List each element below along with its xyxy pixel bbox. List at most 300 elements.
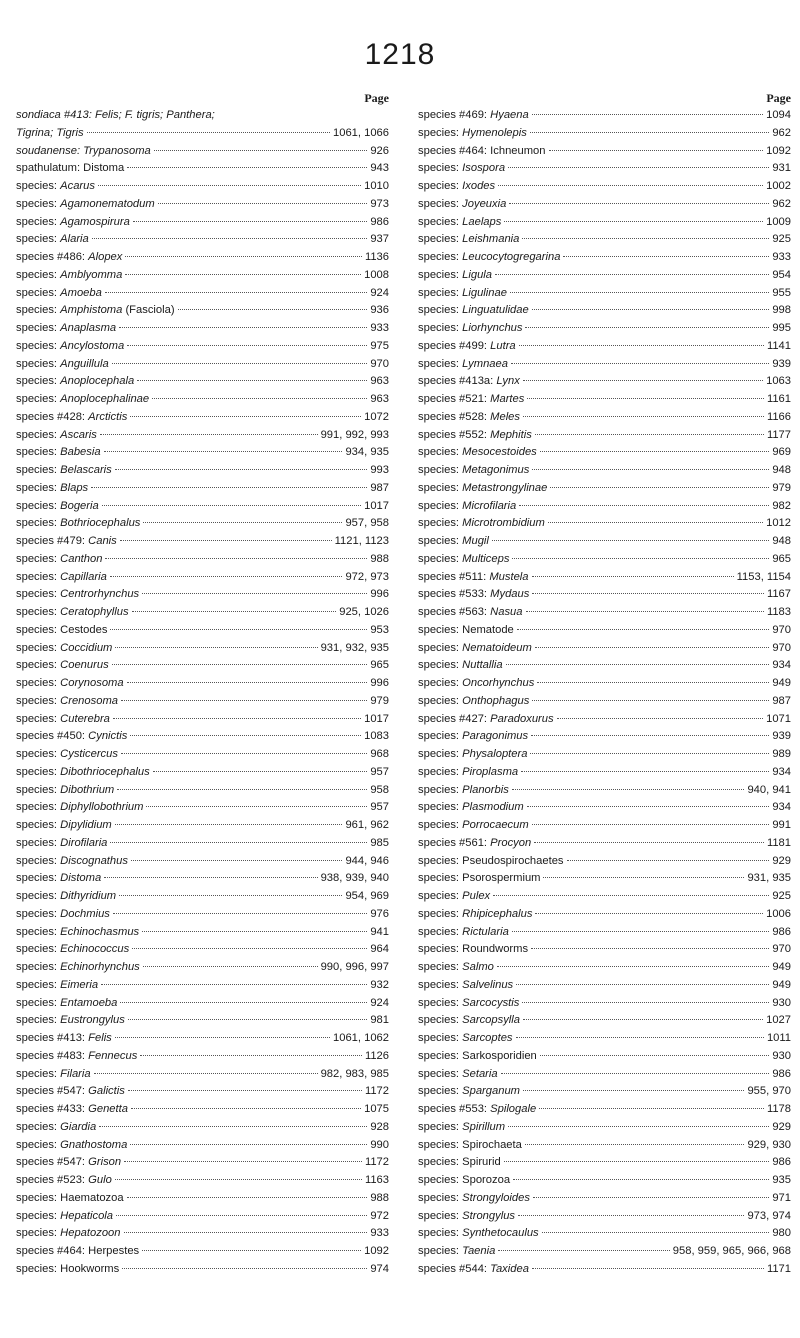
entry-label: species #547: (16, 1085, 89, 1098)
index-entry (16, 711, 389, 729)
entry-term (418, 107, 529, 125)
entry-term (16, 498, 99, 516)
entry-label: species: (16, 1120, 61, 1133)
entry-genus-name: Sarcocystis (462, 996, 520, 1009)
index-entry (16, 231, 389, 249)
dot-leader (115, 1037, 330, 1038)
entry-term (418, 1190, 530, 1208)
dot-leader (125, 274, 361, 275)
dot-leader (516, 984, 769, 985)
entry-genus-name: Martes (490, 393, 525, 405)
dot-leader (534, 842, 764, 843)
entry-pages: 988 (370, 552, 389, 565)
entry-label: species: (418, 304, 463, 317)
dot-leader (127, 345, 367, 346)
entry-pages: 931, 932, 935 (320, 641, 389, 654)
dot-leader (117, 789, 367, 790)
entry-pages: 986 (772, 1067, 791, 1080)
entry-label: spathulatum: Distoma (16, 162, 125, 175)
entry-term (16, 657, 109, 675)
dot-leader (535, 434, 764, 435)
entry-term (16, 444, 101, 462)
index-entry (418, 835, 791, 853)
index-entry (418, 941, 791, 959)
entry-term (16, 391, 149, 409)
entry-term (418, 1154, 501, 1172)
dot-leader (146, 806, 367, 807)
entry-label: species: (418, 481, 463, 494)
entry-label: species: (16, 197, 61, 210)
index-entry (418, 231, 791, 249)
entry-genus-name: Alopex (88, 251, 123, 263)
index-entry (418, 356, 791, 374)
index-entry (418, 285, 791, 303)
entry-term (16, 799, 143, 817)
entry-label: species: (16, 481, 61, 494)
entry-term (418, 817, 529, 835)
dot-leader (567, 860, 770, 861)
entry-label: species: (418, 996, 463, 1009)
entry-pages: 1071 (766, 712, 791, 725)
dot-leader (143, 522, 342, 523)
index-entry (418, 1225, 791, 1243)
entry-pages: 1171 (766, 1262, 791, 1275)
entry-label: species #533: (418, 588, 491, 601)
entry-genus-name: Echinochasmus (60, 925, 140, 938)
entry-term (418, 480, 547, 498)
entry-pages: 958 (370, 783, 389, 796)
index-entry (16, 444, 389, 462)
dot-leader (101, 984, 367, 985)
index-entry (418, 640, 791, 658)
entry-pages: 973 (370, 197, 389, 210)
entry-label: species: (418, 1209, 463, 1222)
entry-pages: 995 (772, 322, 791, 334)
entry-label: species: (418, 1014, 463, 1027)
entry-pages: 986 (772, 1156, 791, 1169)
entry-genus-name: Planorbis (462, 783, 509, 796)
entry-label: species #464: Herpestes (16, 1245, 140, 1257)
index-entry (16, 391, 389, 409)
entry-pages: 1126 (364, 1049, 389, 1062)
entry-term (16, 1225, 121, 1243)
entry-genus-name: Coenurus (60, 659, 109, 672)
index-entry (418, 799, 791, 817)
dot-leader (533, 1197, 769, 1198)
entry-genus-name: Crenosoma (60, 694, 118, 707)
entry-pages: 941 (370, 925, 389, 938)
dot-leader (523, 1019, 763, 1020)
entry-label: species: (16, 712, 61, 725)
entry-term (418, 959, 494, 977)
entry-label: species: (16, 943, 61, 956)
entry-pages: 970 (772, 623, 791, 636)
entry-term (418, 799, 524, 817)
dot-leader (142, 593, 367, 594)
entry-label: species #563: (418, 606, 491, 618)
entry-label: species: (16, 978, 61, 991)
entry-genus-name: Sarcoptes (462, 1032, 513, 1044)
dot-leader (100, 434, 318, 435)
entry-pages: 925, 1026 (339, 606, 389, 618)
index-entry (16, 1261, 389, 1279)
entry-label: species: (418, 286, 463, 299)
dot-leader (121, 753, 367, 754)
entry-pages: 1166 (766, 410, 791, 423)
index-entry (16, 214, 389, 232)
entry-pages: 1061, 1066 (333, 126, 389, 139)
entry-pages: 953 (370, 623, 389, 636)
entry-pages: 934 (772, 801, 791, 814)
index-entry (418, 373, 791, 391)
index-entry (16, 870, 389, 888)
entry-label: species #428: (16, 410, 89, 423)
entry-label: species #450: (16, 730, 89, 743)
index-entry (16, 1137, 389, 1155)
entry-genus-name: Dochmius (60, 907, 110, 920)
entry-pages: 1072 (364, 410, 389, 423)
entry-genus-name: Physaloptera (462, 748, 528, 760)
dot-leader (92, 238, 368, 239)
index-entry (418, 498, 791, 516)
entry-term (16, 285, 102, 303)
entry-term (418, 1083, 520, 1101)
entry-term (418, 604, 523, 622)
index-entry (418, 604, 791, 622)
entry-term (418, 995, 519, 1013)
entry-term (418, 746, 527, 764)
entry-term (16, 782, 114, 800)
entry-pages: 925 (772, 890, 791, 902)
entry-term (418, 675, 534, 693)
entry-term (16, 373, 134, 391)
dot-leader (497, 966, 769, 967)
dot-leader (530, 132, 770, 133)
entry-pages: 933 (370, 322, 389, 334)
entry-term (16, 1119, 96, 1137)
entry-term (16, 1154, 121, 1172)
entry-genus-name: Porrocaecum (462, 819, 529, 831)
index-entry (16, 586, 389, 604)
entry-term (418, 640, 532, 658)
dot-leader (110, 629, 367, 630)
entry-label: species #413a: (418, 375, 497, 388)
entry-pages: 933 (370, 1227, 389, 1240)
entry-label: species #552: (418, 428, 491, 441)
index-entry (418, 214, 791, 232)
index-entry (16, 143, 389, 161)
entry-genus-name: Galictis (88, 1085, 125, 1098)
entry-genus-name: Microfilaria (462, 499, 517, 512)
dot-leader (104, 451, 343, 452)
entry-genus-name: Nematoideum (462, 641, 532, 654)
entry-term (16, 480, 88, 498)
dot-leader (110, 842, 367, 843)
entry-label: species: (16, 907, 61, 920)
entry-term (418, 586, 529, 604)
entry-term (16, 764, 150, 782)
dot-leader (518, 1215, 744, 1216)
entry-label: species: (16, 1014, 61, 1027)
dot-leader (178, 309, 368, 310)
entry-term (418, 143, 546, 161)
index-entry (418, 924, 791, 942)
dot-leader (120, 540, 332, 541)
index-entry (16, 888, 389, 906)
entry-term (418, 941, 528, 959)
dot-leader (142, 931, 367, 932)
dot-leader (532, 576, 734, 577)
dot-leader (127, 167, 367, 168)
entry-pages: 955 (772, 286, 791, 299)
entry-label: species: (16, 339, 61, 352)
entry-genus-name: Rhipicephalus (462, 907, 533, 920)
entry-term (16, 196, 155, 214)
entry-label: species: (16, 428, 61, 441)
index-entry (418, 1119, 791, 1137)
entry-pages: 944, 946 (345, 854, 389, 867)
index-entry (418, 143, 791, 161)
entry-genus-name: Corynosoma (60, 677, 124, 689)
entry-label: species: (418, 730, 463, 743)
entry-genus-name: Acarus (60, 180, 95, 192)
entry-term (16, 551, 102, 569)
index-entry (418, 338, 791, 356)
index-entry (418, 586, 791, 604)
entry-list (16, 107, 389, 1279)
entry-pages: 940, 941 (747, 783, 791, 796)
entry-genus-name: Canthon (60, 552, 103, 565)
index-entry (418, 711, 791, 729)
entry-pages: 975 (370, 339, 389, 352)
index-entry (16, 533, 389, 551)
entry-term (418, 977, 513, 995)
entry-term (418, 551, 509, 569)
entry-pages: 963 (370, 375, 389, 388)
entry-genus-name: Nasua (490, 606, 523, 618)
dot-leader (511, 363, 769, 364)
dot-leader (563, 256, 769, 257)
dot-leader (152, 398, 367, 399)
entry-genus-name: Grison (88, 1156, 122, 1169)
dot-leader (98, 185, 361, 186)
index-entry (16, 604, 389, 622)
entry-term (16, 356, 109, 374)
entry-term (418, 888, 490, 906)
entry-pages: 1092 (364, 1245, 389, 1257)
entry-label: species: (418, 890, 463, 902)
entry-pages: 981 (370, 1014, 389, 1027)
entry-pages: 991, 992, 993 (320, 428, 389, 441)
entry-pages: 934, 935 (345, 446, 389, 459)
entry-genus-name: Microtrombidium (462, 517, 545, 530)
dot-leader (550, 487, 769, 488)
entry-term (418, 764, 518, 782)
entry-genus-name: Dibothriocephalus (60, 765, 150, 778)
dot-leader (105, 558, 367, 559)
entry-label: species: (16, 606, 61, 618)
entry-pages: 932 (370, 978, 389, 991)
entry-genus-name: Felis (88, 1032, 112, 1044)
entry-label: species #483: (16, 1049, 89, 1062)
entry-label: species: (16, 854, 61, 867)
dot-leader (525, 1144, 745, 1145)
dot-leader (535, 913, 763, 914)
entry-genus-name: Laelaps (462, 215, 502, 228)
index-entry (418, 1083, 791, 1101)
entry-label: species: Roundworms (418, 943, 529, 956)
index-entry (418, 444, 791, 462)
entry-label: species: (16, 393, 61, 405)
entry-genus-name: Ascaris (60, 428, 97, 441)
index-entry (418, 462, 791, 480)
entry-label: species: (418, 322, 463, 334)
entry-term (418, 1225, 539, 1243)
entry-pages: 930 (772, 996, 791, 1009)
index-entry (418, 1030, 791, 1048)
dot-leader (535, 647, 770, 648)
entry-genus-name: Anguillula (60, 357, 109, 370)
entry-genus-name: Nuttallia (462, 659, 503, 672)
index-entry (16, 746, 389, 764)
dot-leader (116, 1215, 367, 1216)
index-entry (418, 160, 791, 178)
dot-leader (512, 789, 745, 790)
index-entry (418, 533, 791, 551)
entry-genus-name: Cynictis (88, 730, 128, 743)
entry-term (16, 533, 117, 551)
dot-leader (121, 700, 367, 701)
entry-pages: 1017 (364, 499, 389, 512)
entry-genus-name: Sarcopsylla (462, 1014, 520, 1027)
entry-label: species: (16, 961, 61, 973)
entry-term (418, 373, 520, 391)
entry-term (418, 657, 503, 675)
dot-leader (91, 487, 367, 488)
entry-pages: 949 (772, 677, 791, 689)
entry-genus-name: Pulex (462, 890, 491, 902)
entry-genus-name: Arctictis (88, 410, 128, 423)
index-entry (16, 728, 389, 746)
dot-leader (132, 611, 337, 612)
entry-genus-name: Multiceps (462, 552, 510, 565)
entry-term (16, 586, 139, 604)
entry-term (16, 302, 175, 320)
index-entry (418, 995, 791, 1013)
entry-term (418, 728, 528, 746)
entry-pages: 938, 939, 940 (320, 872, 389, 885)
dot-leader (523, 416, 764, 417)
entry-label: species: (16, 588, 61, 601)
entry-genus-name: sondiaca #413: Felis; F. tigris; Panthera; (16, 109, 215, 121)
index-entry (16, 906, 389, 924)
entry-term (16, 249, 122, 267)
dot-leader (127, 1197, 368, 1198)
entry-label: species: (16, 836, 61, 849)
index-entry (418, 1190, 791, 1208)
entry-label: species #479: (16, 535, 89, 547)
dot-leader (125, 256, 362, 257)
entry-term (418, 285, 507, 303)
index-entry (418, 1243, 791, 1261)
index-entry (418, 1154, 791, 1172)
entry-term (418, 1012, 520, 1030)
index-entry (16, 941, 389, 959)
entry-label: species: (16, 641, 61, 654)
entry-pages: 972, 973 (345, 570, 389, 583)
entry-term (418, 498, 516, 516)
entry-pages: 954, 969 (345, 890, 389, 902)
dot-leader (540, 1055, 770, 1056)
index-entry (16, 799, 389, 817)
entry-term (16, 160, 124, 178)
dot-leader (532, 824, 770, 825)
index-entry (16, 1208, 389, 1226)
entry-genus-name: Anaplasma (60, 322, 117, 334)
entry-term (418, 870, 540, 888)
entry-pages: 1178 (766, 1103, 791, 1115)
dot-leader (102, 505, 361, 506)
dot-leader (119, 895, 342, 896)
entry-genus-name: Anoplocephala (60, 375, 135, 388)
entry-pages: 964 (370, 943, 389, 956)
index-entry (418, 906, 791, 924)
entry-label: species: (16, 268, 61, 281)
entry-term (16, 941, 129, 959)
entry-label: species: (16, 517, 61, 530)
dot-leader (521, 771, 769, 772)
entry-pages: 979 (772, 481, 791, 494)
entry-genus-name: Bothriocephalus (60, 517, 141, 530)
entry-genus-name: Cuterebra (60, 712, 110, 725)
entry-label: species #553: (418, 1103, 491, 1115)
dot-leader (124, 1161, 362, 1162)
entry-term (418, 515, 545, 533)
dot-leader (137, 380, 367, 381)
entry-label: species: (16, 783, 61, 796)
dot-leader (506, 664, 770, 665)
entry-genus-name: Bogeria (60, 499, 99, 512)
entry-term (418, 231, 519, 249)
entry-label: species #511: (418, 570, 490, 583)
entry-pages: 1172 (364, 1085, 389, 1098)
entry-pages: 982, 983, 985 (320, 1067, 389, 1080)
entry-pages: 949 (772, 978, 791, 991)
dot-leader (537, 682, 769, 683)
entry-pages: 957, 958 (345, 517, 389, 530)
entry-genus-name: Meles (490, 410, 520, 423)
entry-term (16, 888, 116, 906)
entry-genus-name: Entamoeba (60, 996, 118, 1009)
entry-pages: 1002 (766, 180, 791, 192)
entry-label: species: (16, 304, 61, 317)
entry-term (418, 1119, 505, 1137)
entry-pages: 1027 (766, 1014, 791, 1027)
index-entry (418, 782, 791, 800)
entry-term (418, 1243, 495, 1261)
dot-leader (140, 1055, 362, 1056)
index-entry (16, 817, 389, 835)
entry-label: species: (418, 464, 463, 476)
dot-leader (525, 327, 769, 328)
entry-pages: 996 (370, 677, 389, 689)
index-entry (418, 728, 791, 746)
entry-genus-name: Lymnaea (462, 357, 508, 370)
entry-term (418, 391, 524, 409)
entry-label: species: (418, 357, 463, 370)
entry-label: species: (16, 694, 61, 707)
entry-label: species #427: (418, 712, 491, 725)
